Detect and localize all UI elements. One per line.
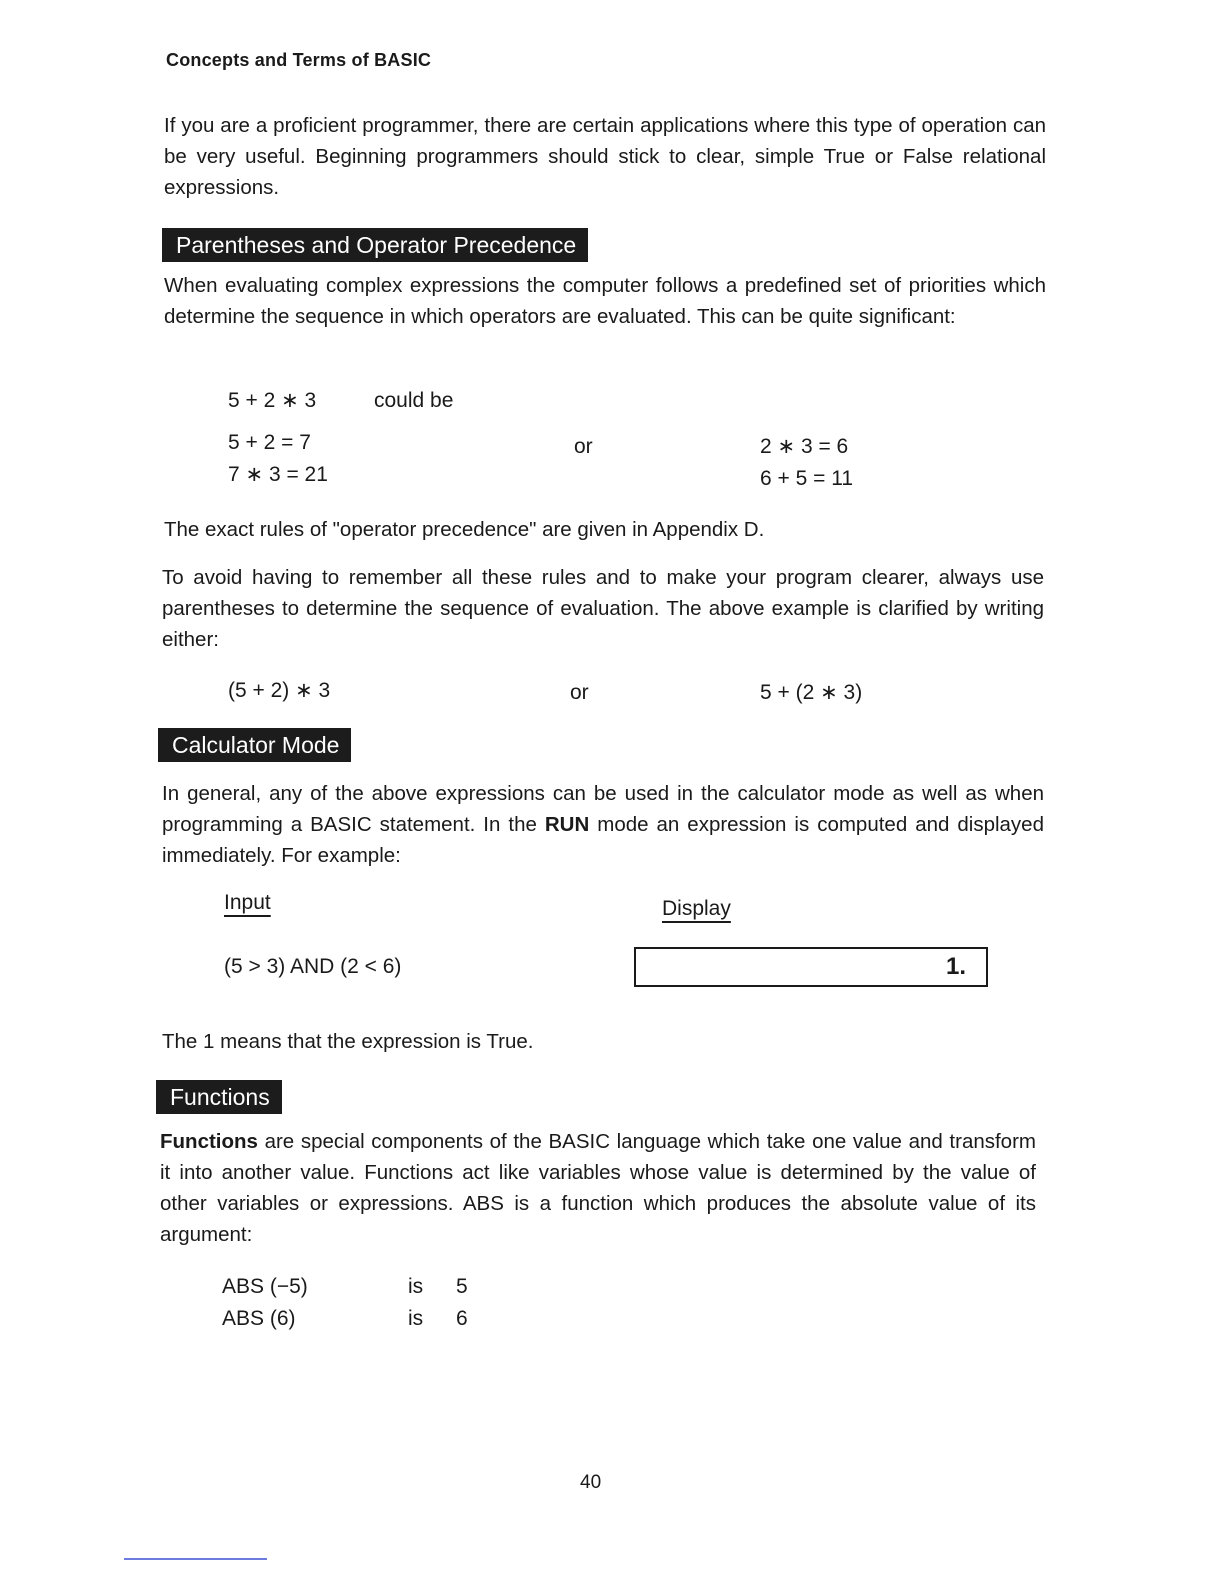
function-example-result: 5: [456, 1275, 468, 1298]
clarified-or: or: [570, 681, 589, 704]
section-heading-precedence: Parentheses and Operator Precedence: [162, 228, 588, 262]
function-example-expression: ABS (−5): [222, 1275, 308, 1298]
section-heading-functions: Functions: [156, 1080, 282, 1114]
running-head: Concepts and Terms of BASIC: [166, 50, 432, 70]
example-expression: 5 + 2 ∗ 3: [228, 389, 317, 412]
clarified-left: (5 + 2) ∗ 3: [228, 679, 331, 702]
calculator-paragraph-1-end: mode an expression is computed and displayed immediately. For example:: [162, 813, 1044, 867]
input-expression: (5 > 3) AND (2 < 6): [224, 955, 402, 978]
calculator-paragraph-2: The 1 means that the expression is True.: [162, 1030, 534, 1053]
run-mode-term: RUN: [544, 813, 590, 836]
display-value: 1.: [945, 953, 966, 980]
display-column-header: Display: [662, 897, 731, 920]
intro-paragraph: If you are a proficient programmer, there are certain applications where this type of operation can be very useful. Beginning programmers should stick to clear, simple True or False relational expressions.: [164, 114, 1046, 199]
precedence-paragraph-1: When evaluating complex expressions the computer follows a predefined set of priorities which determine the sequence in which operators are evaluated. This can be quite significant:: [164, 274, 1046, 328]
functions-paragraph: [160, 1126, 1036, 1250]
function-example-is: is: [408, 1275, 424, 1298]
function-example-result: 6: [456, 1307, 468, 1330]
functions-paragraph-rest: are special components of the BASIC language which take one value and transform it into another value. Functions act like variables whose value is determined by the value of other variables or expressions. ABS is a function which produces the absolute value of its argument:: [160, 1130, 1036, 1246]
clarified-right: 5 + (2 ∗ 3): [760, 681, 863, 704]
left-evaluation-step-2: 7 ∗ 3 = 21: [228, 463, 328, 486]
function-example-is: is: [408, 1307, 424, 1330]
right-evaluation-step-2: 6 + 5 = 11: [760, 467, 854, 490]
right-evaluation-step-1: 2 ∗ 3 = 6: [760, 435, 849, 458]
section-heading-calculator: Calculator Mode: [158, 728, 351, 762]
precedence-paragraph-2: The exact rules of "operator precedence" are given in Appendix D.: [164, 518, 765, 541]
calculator-display: [634, 947, 988, 987]
footer-rule: [124, 1558, 267, 1560]
function-example-expression: ABS (6): [222, 1307, 296, 1330]
input-column-header: Input: [224, 891, 271, 914]
calculator-paragraph-1: [162, 778, 1044, 871]
precedence-paragraph-3: To avoid having to remember all these rules and to make your program clearer, always use parentheses to determine the sequence of evaluation. The above example is clarified by writing either:: [162, 566, 1044, 651]
could-be-text: could be: [374, 389, 454, 412]
or-text: or: [574, 435, 593, 458]
left-evaluation-step-1: 5 + 2 = 7: [228, 431, 311, 454]
calculator-paragraph-1-start: In general, any of the above expressions can be used in the calculator mode as well as when programming a BASIC statement. In the: [162, 782, 1044, 836]
functions-term: Functions: [160, 1130, 258, 1153]
page-number: 40: [580, 1472, 602, 1493]
